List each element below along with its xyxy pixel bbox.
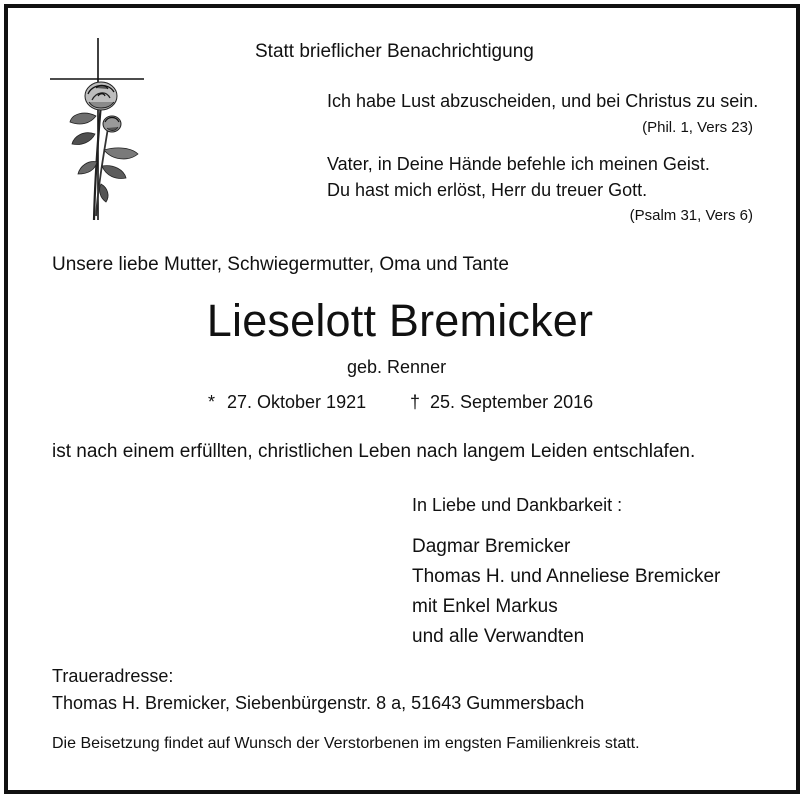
verse-2-line-1: Vater, in Deine Hände befehle ich meinen Geist. xyxy=(327,154,710,174)
birth-date: 27. Oktober 1921 xyxy=(227,392,367,412)
mourner-name: Dagmar Bremicker xyxy=(412,536,571,557)
mourner-name: Thomas H. und Anneliese Bremicker xyxy=(412,566,721,587)
birth-name: geb. Renner xyxy=(347,357,447,377)
footer-note: Die Beisetzung findet auf Wunsch der Verstorbenen im engsten Familienkreis statt. xyxy=(52,735,640,752)
statement-line: ist nach einem erfüllten, christlichen Leben nach langem Leiden entschlafen. xyxy=(52,441,696,462)
cross-with-rose-icon xyxy=(48,38,148,222)
verse-2-reference: (Psalm 31, Vers 6) xyxy=(629,207,753,224)
notice-heading: Statt brieflicher Benachrichtigung xyxy=(255,41,534,62)
mourner-name: und alle Verwandten xyxy=(412,626,585,647)
birth-symbol: * xyxy=(208,392,216,412)
death-date: 25. September 2016 xyxy=(430,392,594,412)
mourners-intro: In Liebe und Dankbarkeit : xyxy=(412,495,623,515)
intro-line: Unsere liebe Mutter, Schwiegermutter, Oma und Tante xyxy=(52,254,509,275)
death-symbol: † xyxy=(410,392,421,412)
verse-2-line-2: Du hast mich erlöst, Herr du treuer Gott. xyxy=(327,180,648,200)
deceased-name: Lieselott Bremicker xyxy=(206,295,594,346)
verse-1-reference: (Phil. 1, Vers 23) xyxy=(642,119,753,136)
address-value: Thomas H. Bremicker, Siebenbürgenstr. 8 a, 51643 Gummersbach xyxy=(52,693,585,713)
address-label: Traueradresse: xyxy=(52,666,174,686)
mourner-name: mit Enkel Markus xyxy=(412,596,558,617)
verse-1-line-1: Ich habe Lust abzuscheiden, und bei Christus zu sein. xyxy=(327,91,759,111)
